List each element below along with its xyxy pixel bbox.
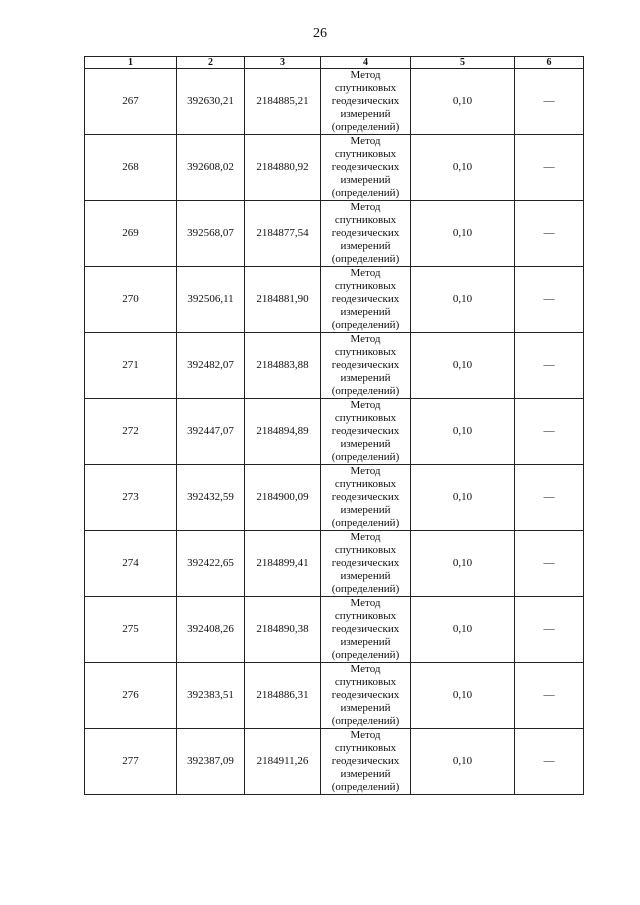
accuracy-cell: 0,10 [411,597,515,663]
table-row [85,663,584,729]
note-cell: — [515,729,584,795]
x-coordinate-cell: 392408,26 [177,597,245,663]
column-header-4: 4 [321,57,411,69]
table-header [85,57,584,69]
table-row [85,333,584,399]
accuracy-cell: 0,10 [411,465,515,531]
method-line: Метод [350,465,381,477]
method-line: измерений [340,372,391,384]
column-header-3: 3 [245,57,321,69]
method-cell [321,201,411,267]
method-line: спутниковых [334,544,397,556]
accuracy-cell: 0,10 [411,531,515,597]
table-row [85,531,584,597]
y-coordinate-cell: 2184883,88 [245,333,321,399]
note-cell: — [515,333,584,399]
method-cell [321,333,411,399]
x-coordinate-cell: 392447,07 [177,399,245,465]
method-line: Метод [350,69,381,81]
method-line: измерений [340,108,391,120]
method-cell [321,465,411,531]
y-coordinate-cell: 2184885,21 [245,69,321,135]
accuracy-cell: 0,10 [411,333,515,399]
note-cell: — [515,399,584,465]
note-cell: — [515,663,584,729]
table-row [85,201,584,267]
method-line: Метод [350,663,381,675]
method-line: (определений) [331,121,400,133]
method-line: (определений) [331,451,400,463]
point-number-cell: 270 [85,267,177,333]
y-coordinate-cell: 2184900,09 [245,465,321,531]
method-line: (определений) [331,649,400,661]
point-number-cell: 274 [85,531,177,597]
note-cell: — [515,69,584,135]
column-header-6: 6 [515,57,584,69]
x-coordinate-cell: 392422,65 [177,531,245,597]
method-line: Метод [350,267,381,279]
point-number-cell: 267 [85,69,177,135]
method-line: геодезических [331,755,400,767]
accuracy-cell: 0,10 [411,135,515,201]
page-number: 26 [313,26,327,41]
x-coordinate-cell: 392568,07 [177,201,245,267]
method-line: спутниковых [334,82,397,94]
column-header-2: 2 [177,57,245,69]
note-cell: — [515,201,584,267]
method-line: спутниковых [334,346,397,358]
method-line: измерений [340,306,391,318]
method-line: Метод [350,597,381,609]
table-row [85,135,584,201]
y-coordinate-cell: 2184881,90 [245,267,321,333]
table-row [85,267,584,333]
table-row [85,729,584,795]
method-cell [321,135,411,201]
method-line: (определений) [331,187,400,199]
point-number-cell: 272 [85,399,177,465]
method-line: спутниковых [334,412,397,424]
method-line: геодезических [331,491,400,503]
method-line: (определений) [331,715,400,727]
method-cell [321,399,411,465]
accuracy-cell: 0,10 [411,399,515,465]
method-line: измерений [340,570,391,582]
method-cell [321,531,411,597]
y-coordinate-cell: 2184911,26 [245,729,321,795]
accuracy-cell: 0,10 [411,201,515,267]
x-coordinate-cell: 392383,51 [177,663,245,729]
y-coordinate-cell: 2184890,38 [245,597,321,663]
method-line: Метод [350,135,381,147]
note-cell: — [515,531,584,597]
method-line: Метод [350,729,381,741]
method-line: измерений [340,174,391,186]
method-line: Метод [350,333,381,345]
method-cell [321,69,411,135]
x-coordinate-cell: 392506,11 [177,267,245,333]
method-line: измерений [340,438,391,450]
x-coordinate-cell: 392630,21 [177,69,245,135]
method-line: геодезических [331,689,400,701]
point-number-cell: 273 [85,465,177,531]
accuracy-cell: 0,10 [411,663,515,729]
note-cell: — [515,267,584,333]
method-line: спутниковых [334,478,397,490]
y-coordinate-cell: 2184886,31 [245,663,321,729]
column-header-5: 5 [411,57,515,69]
method-line: измерений [340,768,391,780]
note-cell: — [515,135,584,201]
point-number-cell: 269 [85,201,177,267]
accuracy-cell: 0,10 [411,729,515,795]
table-row [85,69,584,135]
method-line: (определений) [331,517,400,529]
method-line: геодезических [331,293,400,305]
table-row [85,465,584,531]
column-header-1: 1 [85,57,177,69]
method-cell [321,663,411,729]
point-number-cell: 276 [85,663,177,729]
table-row [85,399,584,465]
method-line: (определений) [331,583,400,595]
method-line: геодезических [331,227,400,239]
y-coordinate-cell: 2184877,54 [245,201,321,267]
method-line: геодезических [331,161,400,173]
method-line: (определений) [331,319,400,331]
note-cell: — [515,465,584,531]
method-line: геодезических [331,623,400,635]
accuracy-cell: 0,10 [411,69,515,135]
method-line: геодезических [331,359,400,371]
method-line: Метод [350,399,381,411]
method-line: спутниковых [334,742,397,754]
y-coordinate-cell: 2184899,41 [245,531,321,597]
table-body [85,69,584,795]
method-line: геодезических [331,425,400,437]
method-line: (определений) [331,781,400,793]
method-line: Метод [350,531,381,543]
method-cell [321,597,411,663]
method-line: измерений [340,240,391,252]
method-line: спутниковых [334,148,397,160]
method-line: спутниковых [334,214,397,226]
point-number-cell: 271 [85,333,177,399]
method-line: спутниковых [334,280,397,292]
header-row [85,57,584,69]
point-number-cell: 268 [85,135,177,201]
x-coordinate-cell: 392387,09 [177,729,245,795]
y-coordinate-cell: 2184894,89 [245,399,321,465]
method-line: геодезических [331,557,400,569]
table-row [85,597,584,663]
coordinates-table [84,56,584,795]
method-line: (определений) [331,253,400,265]
method-line: спутниковых [334,610,397,622]
method-line: спутниковых [334,676,397,688]
method-line: геодезических [331,95,400,107]
x-coordinate-cell: 392432,59 [177,465,245,531]
accuracy-cell: 0,10 [411,267,515,333]
x-coordinate-cell: 392482,07 [177,333,245,399]
point-number-cell: 275 [85,597,177,663]
y-coordinate-cell: 2184880,92 [245,135,321,201]
note-cell: — [515,597,584,663]
method-line: (определений) [331,385,400,397]
method-line: измерений [340,636,391,648]
x-coordinate-cell: 392608,02 [177,135,245,201]
method-line: измерений [340,504,391,516]
method-line: Метод [350,201,381,213]
method-cell [321,729,411,795]
point-number-cell: 277 [85,729,177,795]
method-line: измерений [340,702,391,714]
method-cell [321,267,411,333]
